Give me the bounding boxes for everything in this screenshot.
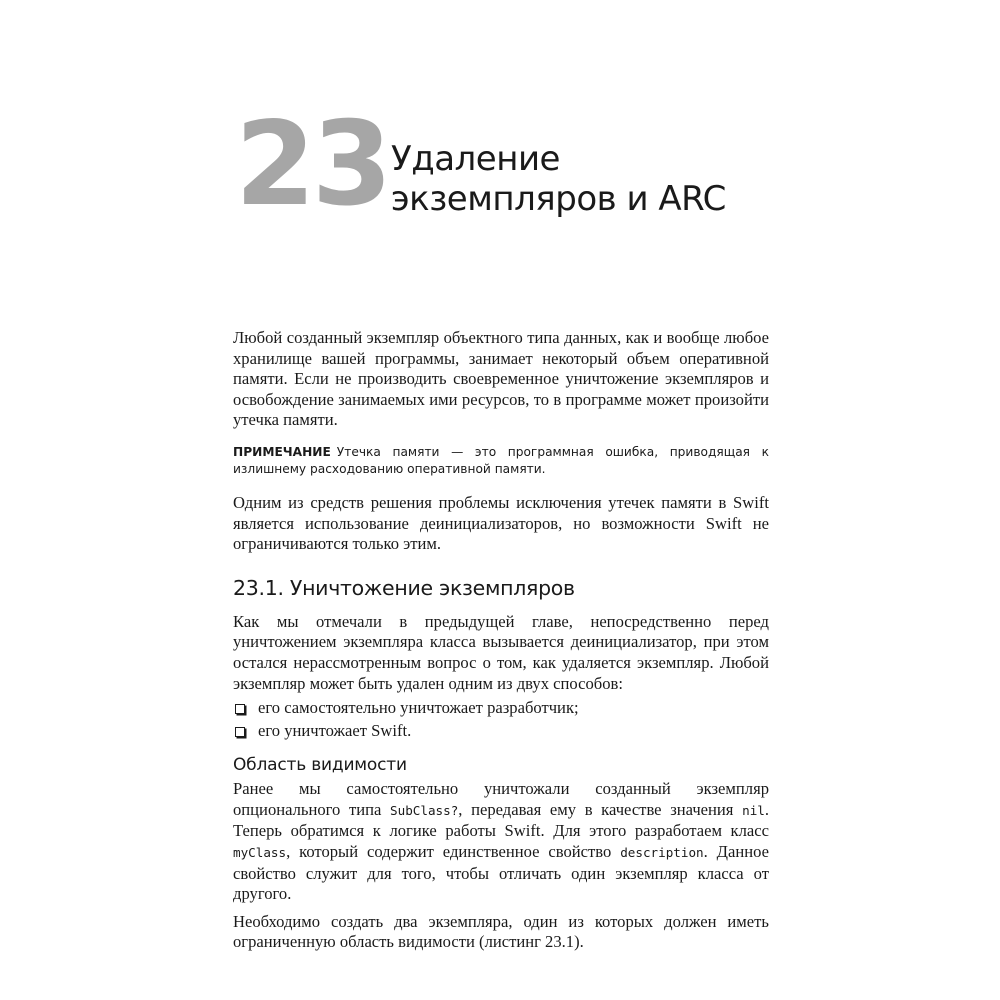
chapter-title xyxy=(391,139,726,219)
code-subclass: SubClass? xyxy=(390,802,459,818)
code-description: description xyxy=(620,844,704,860)
chapter-number: 23 xyxy=(235,97,389,232)
checkbox-square-icon xyxy=(235,704,245,714)
code-myclass: myClass xyxy=(233,844,287,860)
text-run: . Теперь обратимся к логике работы Swift. Для этого разработаем класс xyxy=(233,799,770,841)
list-item xyxy=(233,696,769,719)
bullet-list xyxy=(233,696,769,742)
chapter-header xyxy=(233,97,769,235)
subsection-heading: Область видимости xyxy=(233,755,407,776)
intro-paragraph-2: Одним из средств решения проблемы исключения утечек памяти в Swift является использование деинициализаторов, но возможности Swift не ограничиваются только этим. xyxy=(233,492,769,554)
page-body xyxy=(233,328,769,953)
text-run: , передавая ему в качестве значения xyxy=(458,799,743,819)
list-item xyxy=(233,719,769,742)
book-page xyxy=(233,0,769,1000)
intro-paragraph-1: Любой созданный экземпляр объектного типа данных, как и вообще любое хранилище вашей программы, занимает некоторый объем оперативной памяти. Если не производить своевременное уничтожение экземпляров и освобождение занимаемых ими ресурсов, то в программе может произойти утечка памяти. xyxy=(233,328,769,430)
note-text: Утечка памяти — это программная ошибка, приводящая к излишнему расходованию оперативной памяти. xyxy=(233,444,769,477)
text-run: . Данное свойство служит для того, чтобы отличать один экземпляр класса от другого. xyxy=(233,841,769,904)
section-paragraph-1: Как мы отмечали в предыдущей главе, непосредственно перед уничтожением экземпляра класса вызывается деинициализатор, при этом остался нерассмотренным вопрос о том, как удаляется экземпляр. Любой экземпляр может быть удален одним из двух способов: xyxy=(233,611,769,693)
note-block xyxy=(233,444,769,479)
checkbox-square-icon xyxy=(235,727,245,737)
code-nil: nil xyxy=(742,802,765,818)
list-item-text: его самостоятельно уничтожает разработчик; xyxy=(258,698,579,718)
subsection-paragraph-2: Необходимо создать два экземпляра, один из которых должен иметь ограниченную область видимости (листинг 23.1). xyxy=(233,911,769,952)
note-label: ПРИМЕЧАНИЕ xyxy=(233,444,331,459)
list-item-text: его уничтожает Swift. xyxy=(258,721,412,741)
subsection-paragraph-1 xyxy=(233,779,769,905)
chapter-title-line2: экземпляров и ARC xyxy=(391,179,726,219)
text-run: Ранее мы самостоятельно уничтожали созданный экземпляр опционального типа xyxy=(233,779,769,819)
text-run: , который содержит единственное свойство xyxy=(286,841,621,861)
section-heading: 23.1. Уничтожение экземпляров xyxy=(233,575,575,600)
chapter-title-line1: Удаление xyxy=(391,139,560,179)
